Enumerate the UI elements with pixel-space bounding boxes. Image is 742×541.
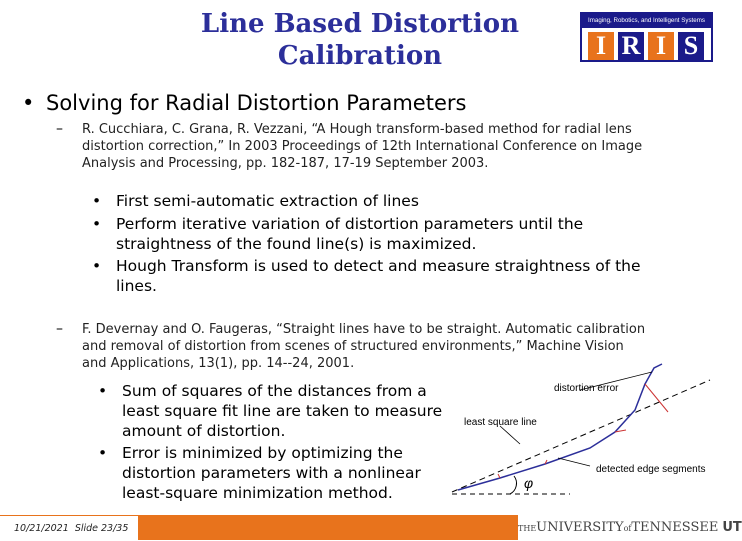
distortion-error-marker xyxy=(498,474,500,478)
iris-logo xyxy=(580,12,713,62)
lsq-pointer-line xyxy=(500,426,520,444)
bullet-dot-icon: • xyxy=(22,91,35,115)
distortion-diagram xyxy=(440,360,715,500)
ut-mark: UT xyxy=(722,520,742,535)
iris-logo-letter: I xyxy=(588,32,614,60)
least-square-line xyxy=(452,380,710,492)
reference-citation: F. Devernay and O. Faugeras, “Straight lines have to be straight. Automatic calibration and removal of distortion from scenes of structured environments,” Machine Vision and Applications, 13(1), pp. 14--24, 2001. xyxy=(82,322,646,371)
diagram-label-lsq: least square line xyxy=(464,417,537,428)
university-the: THE xyxy=(518,524,537,533)
bullet-dot-icon: • xyxy=(98,382,108,400)
bullet-dot-icon: • xyxy=(92,192,102,210)
bullet-dot-icon: • xyxy=(92,257,102,275)
university-of: of xyxy=(623,524,632,533)
distortion-error-marker xyxy=(645,384,668,412)
footer-date: 10/21/2021 xyxy=(14,523,69,534)
main-bullet xyxy=(22,90,466,116)
university-logo xyxy=(518,515,742,540)
bullet-dot-icon: • xyxy=(98,444,108,462)
sub-bullet-text: Hough Transform is used to detect and measure straightness of the lines. xyxy=(116,257,641,295)
sub-bullet xyxy=(98,443,443,503)
iris-logo-letter: R xyxy=(618,32,644,60)
sub-bullet xyxy=(92,214,652,254)
main-bullet-text: Solving for Radial Distortion Parameters xyxy=(46,91,467,115)
sub-bullet-text: Perform iterative variation of distortion parameters until the straightness of the found line(s) is maximized. xyxy=(116,215,584,253)
footer-date-slide xyxy=(0,515,138,540)
slide-title-line2: Calibration xyxy=(277,41,443,71)
sub-bullet-text: Error is minimized by optimizing the distortion parameters with a nonlinear least-square minimization method. xyxy=(122,444,421,502)
edges-pointer-line xyxy=(558,458,590,466)
iris-logo-tagline: Imaging, Robotics, and Intelligent Systems xyxy=(582,14,711,28)
slide-title-line1: Line Based Distortion xyxy=(200,9,520,39)
sub-bullet-text: First semi-automatic extraction of lines xyxy=(116,192,419,210)
reference-dash: – xyxy=(56,321,63,337)
iris-logo-letter: S xyxy=(678,32,704,60)
university-name: UNIVERSITY xyxy=(536,520,624,535)
reference-dash: – xyxy=(56,121,63,137)
sub-bullet xyxy=(92,191,652,211)
reference-citation: R. Cucchiara, C. Grana, R. Vezzani, “A Hough transform-based method for radial lens distortion correction,” In 2003 Proceedings of 12th International Conference on Image Analysis and Processing, pp. 182-187, 17-19 September 2003. xyxy=(82,122,643,171)
slide-title xyxy=(180,8,540,72)
university-state: TENNESSEE xyxy=(631,520,719,535)
angle-arc xyxy=(510,476,517,494)
diagram-label-phi: φ xyxy=(524,475,534,491)
sub-bullet xyxy=(92,256,652,296)
diagram-label-edges: detected edge segments xyxy=(596,464,706,475)
sub-bullet xyxy=(98,381,443,441)
footer-slide-number: Slide 23/35 xyxy=(74,523,129,534)
iris-logo-letter: I xyxy=(648,32,674,60)
sub-bullet-text: Sum of squares of the distances from a least square fit line are taken to measure amount of distortion. xyxy=(122,382,443,440)
diagram-label-error: distortion error xyxy=(554,383,619,394)
bullet-dot-icon: • xyxy=(92,215,102,233)
